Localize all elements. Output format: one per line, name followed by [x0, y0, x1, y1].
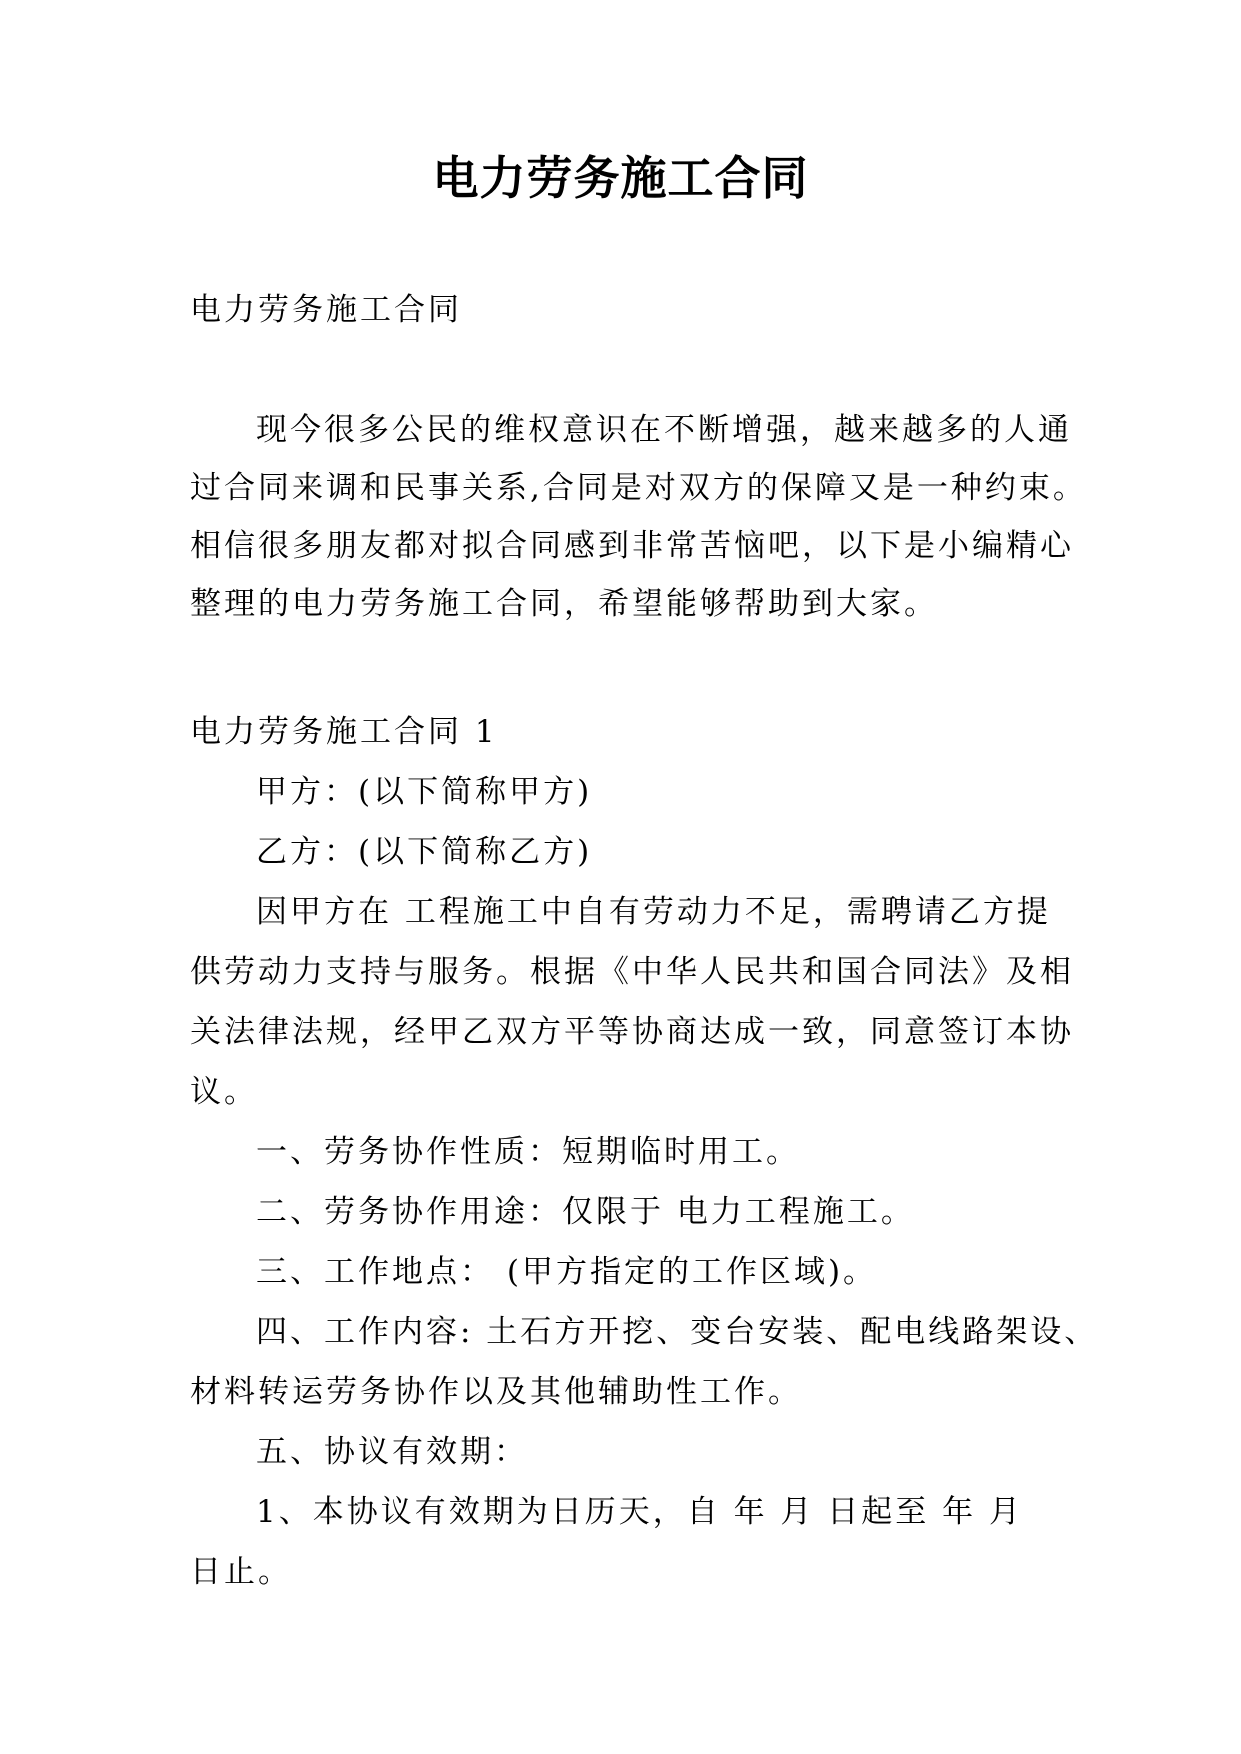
party-b-line: 乙方：(以下简称乙方)	[256, 834, 593, 870]
intro-line: 现今很多公民的维权意识在不断增强，越来越多的人通	[256, 412, 1072, 448]
clause-2: 二、劳务协作用途：仅限于 电力工程施工。	[256, 1194, 915, 1230]
intro-line: 过合同来调和民事关系,合同是对双方的保障又是一种约束。	[190, 470, 1087, 506]
preamble-line: 因甲方在 工程施工中自有劳动力不足，需聘请乙方提	[256, 894, 1051, 930]
clause-4-cont: 材料转运劳务协作以及其他辅助性工作。	[190, 1374, 802, 1410]
intro-line: 整理的电力劳务施工合同，希望能够帮助到大家。	[190, 586, 938, 622]
section-title: 电力劳务施工合同 1	[190, 714, 498, 750]
preamble-line: 供劳动力支持与服务。根据《中华人民共和国合同法》及相	[190, 954, 1074, 990]
clause-1: 一、劳务协作性质：短期临时用工。	[256, 1134, 800, 1170]
clause-5: 五、协议有效期：	[256, 1434, 528, 1470]
intro-paragraph	[190, 401, 1087, 633]
contract-section	[190, 702, 1099, 1602]
clause-3: 三、工作地点： (甲方指定的工作区域)。	[256, 1254, 878, 1290]
document-title: 电力劳务施工合同	[432, 151, 809, 205]
party-a-line: 甲方：(以下简称甲方)	[256, 774, 593, 810]
clause-4: 四、工作内容: 土石方开挖、变台安装、配电线路架设、	[256, 1314, 1099, 1350]
clause-5-1-cont: 日止。	[190, 1554, 292, 1590]
intro-line: 相信很多朋友都对拟合同感到非常苦恼吧，以下是小编精心	[190, 528, 1074, 564]
preamble-line: 关法律法规，经甲乙双方平等协商达成一致，同意签订本协	[190, 1014, 1074, 1050]
clause-5-1: 1、本协议有效期为日历天，自 年 月 日起至 年 月	[256, 1494, 1023, 1530]
document-subtitle: 电力劳务施工合同	[190, 292, 462, 328]
preamble-line: 议。	[190, 1074, 258, 1110]
